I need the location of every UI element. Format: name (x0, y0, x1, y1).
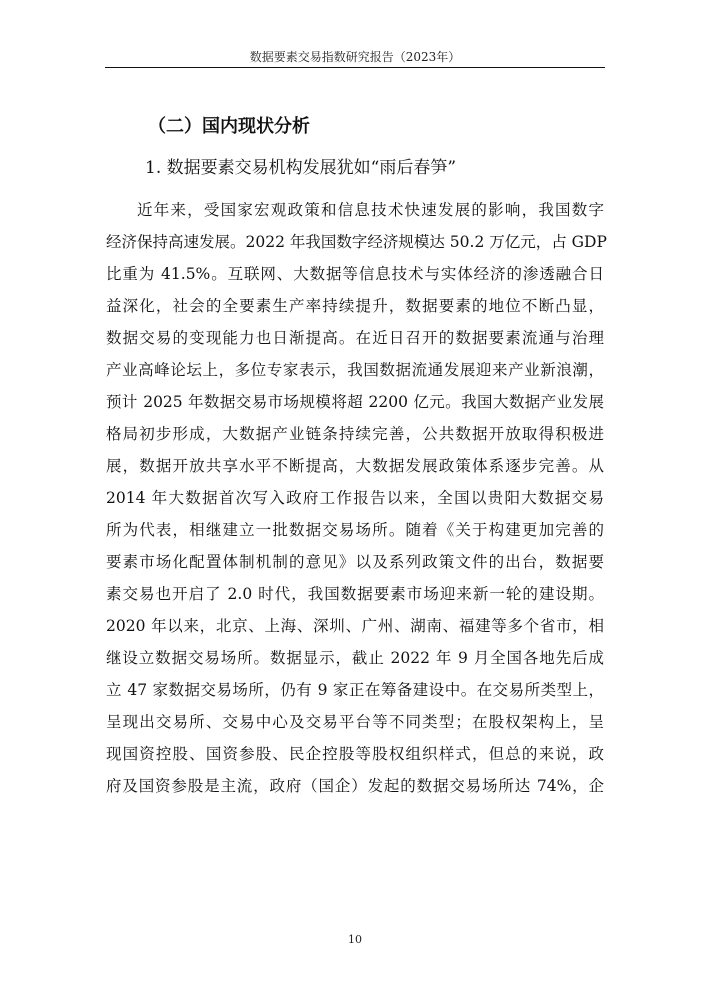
paragraph-line: 素交易也开启了 2.0 时代，我国数据要素市场迎来新一轮的建设期。 (106, 585, 604, 603)
paragraph-line: 继设立数据交易场所。数据显示，截止 2022 年 9 月全国各地先后成 (106, 649, 604, 667)
paragraph-line: 比重为 41.5%。互联网、大数据等信息技术与实体经济的渗透融合日 (106, 265, 604, 283)
paragraph-line: 立 47 家数据交易场所，仍有 9 家正在筹备建设中。在交易所类型上， (106, 681, 604, 699)
paragraph-line: 所为代表，相继建立一批数据交易场所。随着《关于构建更加完善的 (106, 521, 604, 539)
paragraph-line: 呈现出交易所、交易中心及交易平台等不同类型；在股权架构上，呈 (106, 713, 604, 731)
paragraph-line: 2014 年大数据首次写入政府工作报告以来，全国以贵阳大数据交易 (106, 489, 604, 507)
section-heading: （二）国内现状分析 (148, 116, 310, 137)
paragraph-line: 展，数据开放共享水平不断提高，大数据发展政策体系逐步完善。从 (106, 457, 604, 475)
paragraph-line: 益深化，社会的全要素生产率持续提升，数据要素的地位不断凸显， (106, 297, 604, 315)
sub-heading: 1. 数据要素交易机构发展犹如“雨后春笋” (145, 158, 457, 178)
body-paragraph (106, 194, 607, 802)
paragraph-line: 预计 2025 年数据交易市场规模将超 2200 亿元。我国大数据产业发展 (106, 393, 604, 411)
paragraph-line: 格局初步形成，大数据产业链条持续完善，公共数据开放取得积极进 (106, 425, 604, 443)
paragraph-line: 现国资控股、国资参股、民企控股等股权组织样式，但总的来说，政 (106, 745, 604, 763)
paragraph-line: 府及国资参股是主流，政府（国企）发起的数据交易场所达 74%，企 (106, 777, 604, 795)
page-number: 10 (348, 933, 362, 946)
paragraph-line: 经济保持高速发展。2022 年我国数字经济规模达 50.2 万亿元，占 GDP (106, 233, 607, 251)
paragraph-line: 2020 年以来，北京、上海、深圳、广州、湖南、福建等多个省市，相 (106, 617, 604, 635)
paragraph-line: 数据交易的变现能力也日渐提高。在近日召开的数据要素流通与治理 (106, 329, 604, 347)
paragraph-line: 要素市场化配置体制机制的意见》以及系列政策文件的出台，数据要 (106, 553, 604, 571)
running-header: 数据要素交易指数研究报告（2023年） (249, 50, 461, 64)
header-divider (105, 67, 605, 68)
paragraph-line: 产业高峰论坛上，多位专家表示，我国数据流通发展迎来产业新浪潮， (106, 361, 604, 379)
paragraph-line: 近年来，受国家宏观政策和信息技术快速发展的影响，我国数字 (137, 201, 604, 219)
